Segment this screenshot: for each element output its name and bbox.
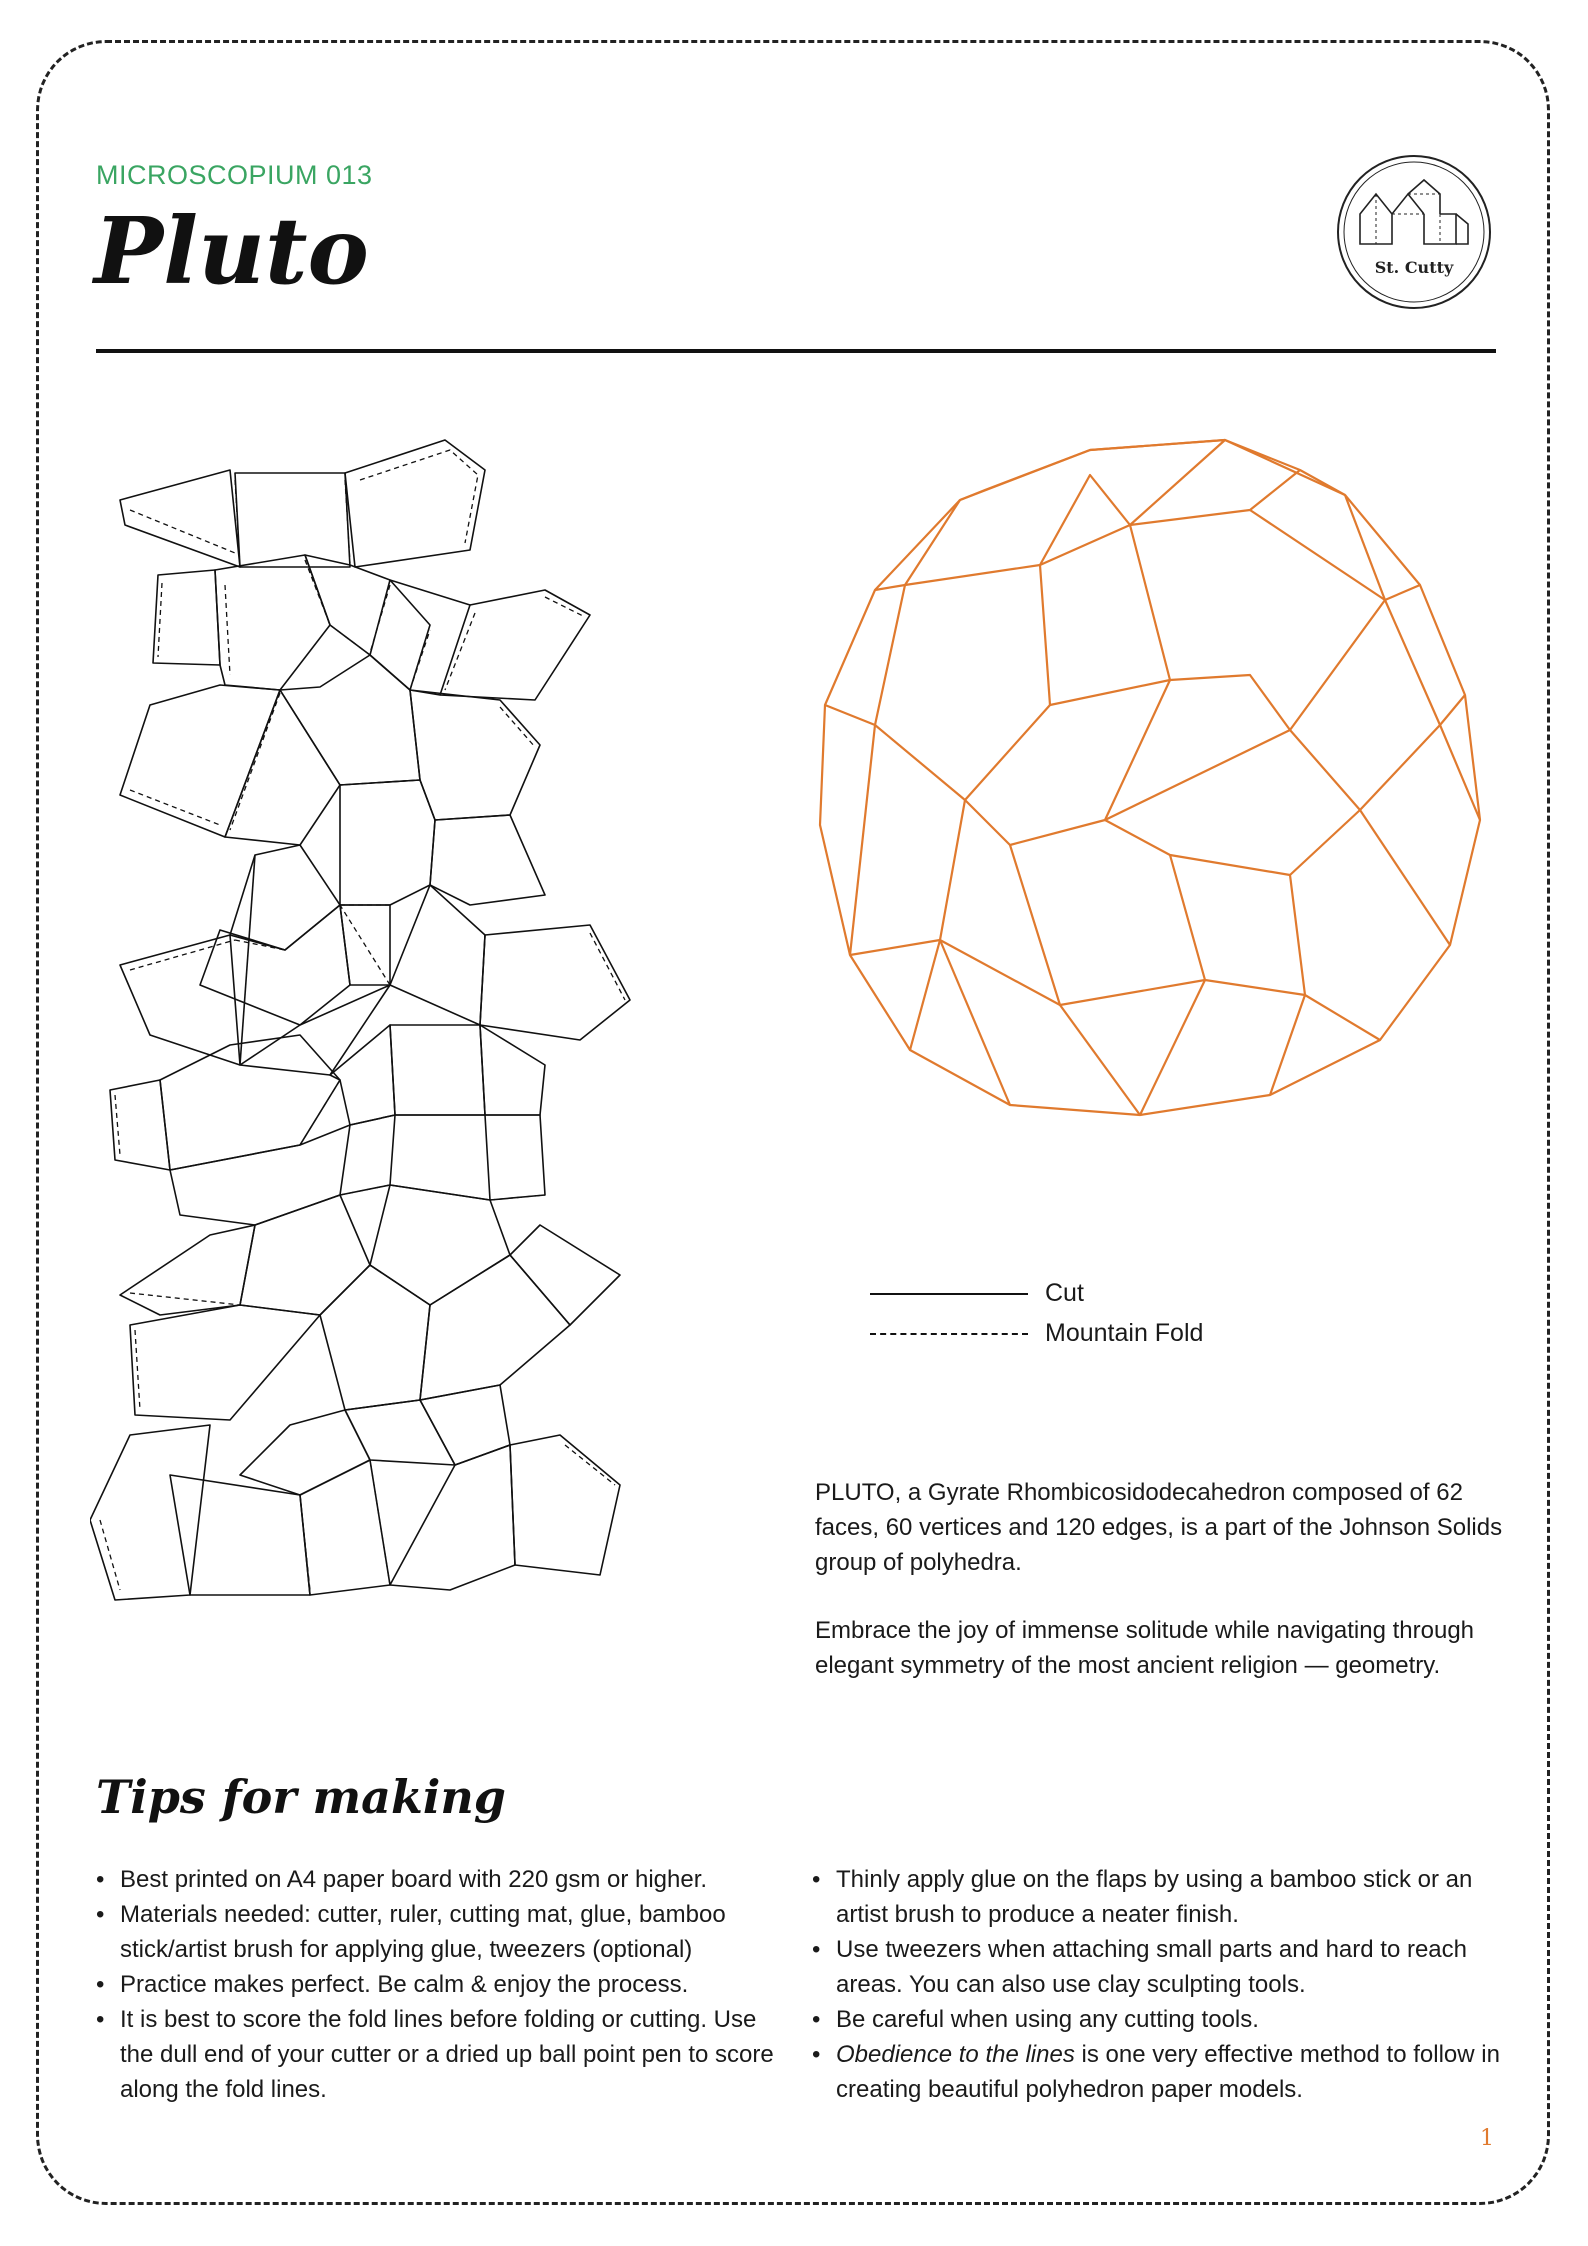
tip-item: • It is best to score the fold lines before folding or cutting. Use the dull end of your cutter or a dried up ball point pen to score along the fold lines. [96,2002,796,2107]
legend-fold-label: Mountain Fold [1045,1319,1204,1347]
tips-heading: Tips for making [96,1770,506,1824]
logo-text: St. Cutty [1374,258,1454,277]
series-label: MICROSCOPIUM 013 [96,160,373,190]
tip-item: • Be careful when using any cutting tools. [812,2002,1512,2037]
polyhedron-illustration [800,425,1520,1125]
description [815,1475,1505,1716]
tip-item: • Practice makes perfect. Be calm & enjoy the process. [96,1967,796,2002]
dashed-line-swatch [870,1333,1028,1335]
tip-emphasis: Obedience to the lines [836,2041,1075,2068]
tip-item: • Use tweezers when attaching small parts and hard to reach areas. You can also use clay sculpting tools. [812,1932,1512,2002]
solid-line-swatch [870,1293,1028,1295]
header-rule [96,349,1496,353]
description-paragraph-1: PLUTO, a Gyrate Rhombicosidodecahedron composed of 62 faces, 60 vertices and 120 edges, is a part of the Johnson Solids group of polyhedra. [815,1479,1503,1576]
st-cutty-logo [1334,152,1494,312]
tip-rest: is one very effective method to follow in creating beautiful polyhedron paper models. [836,2041,1500,2103]
tip-item: • Best printed on A4 paper board with 220 gsm or higher. [96,1862,796,1897]
tip-item [812,2037,1512,2107]
description-paragraph-2: Embrace the joy of immense solitude while navigating through elegant symmetry of the most ancient religion — geometry. [815,1617,1475,1679]
tip-item: • Thinly apply glue on the flaps by using a bamboo stick or an artist brush to produce a neater finish. [812,1862,1512,1932]
page-number: 1 [1480,2126,1494,2151]
paper-net-illustration [90,425,770,1705]
tip-item: • Materials needed: cutter, ruler, cutting mat, glue, bamboo stick/artist brush for applying glue, tweezers (optional) [96,1897,796,1967]
legend-cut-label: Cut [1045,1279,1084,1307]
tips-list-left [96,1862,796,2107]
page-title: Pluto [94,197,369,305]
tips-list-right [812,1862,1512,2107]
